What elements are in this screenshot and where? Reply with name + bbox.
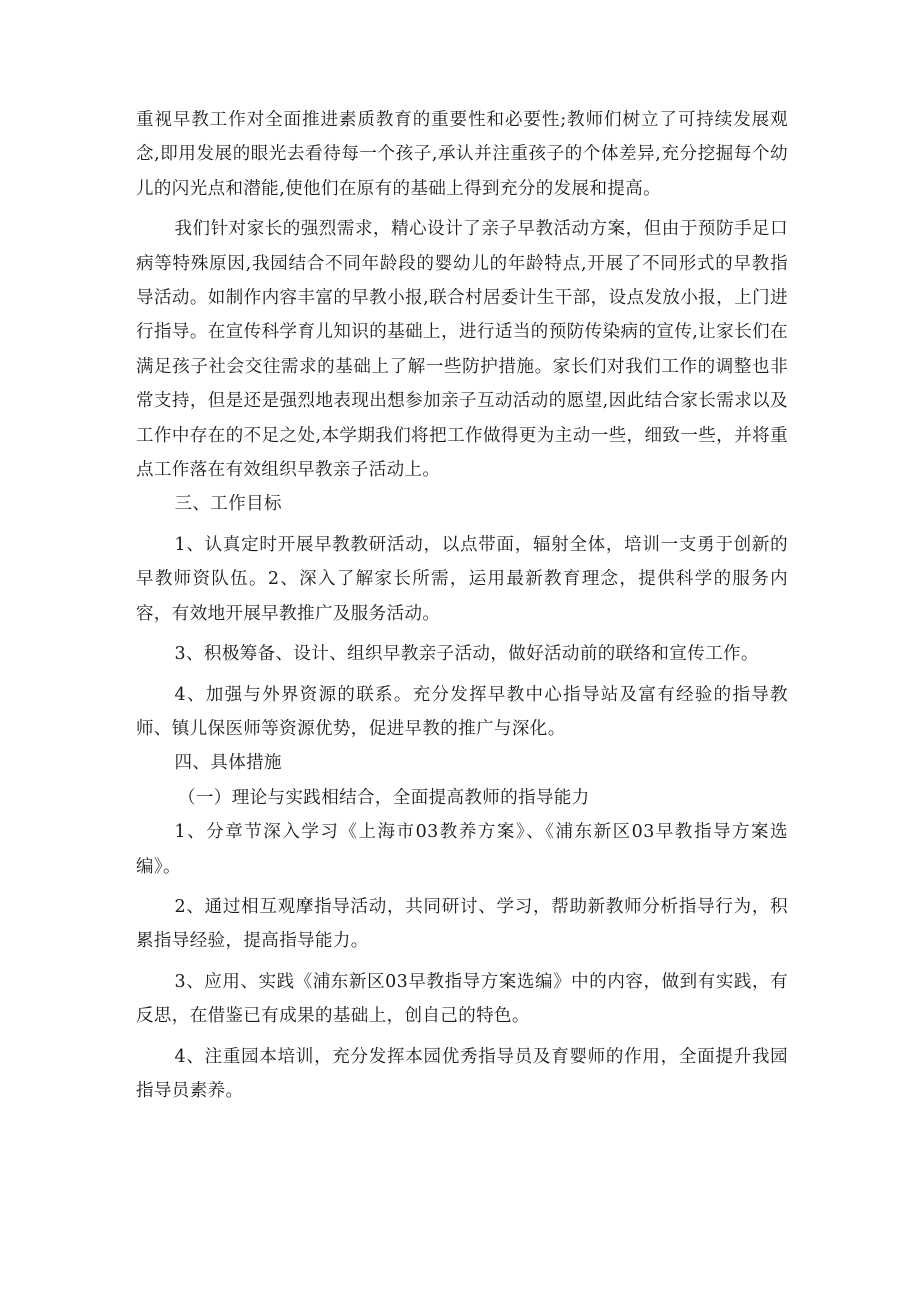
paragraph-goal-1-2: 1、认真定时开展早教教研活动，以点带面，辐射全体，培训一支勇于创新的早教师资队伍。2、深入了解家长所需，运用最新教育理念，提供科学的服务内容，有效地开展早教推广及服务活动。	[136, 534, 788, 624]
paragraph-measure-4: 4、注重园本培训，充分发挥本园优秀指导员及育婴师的作用，全面提升我园指导员素养。	[136, 1046, 788, 1101]
paragraph-measure-1: 1、分章节深入学习《上海市03教养方案》、《浦东新区03早教指导方案选编》。	[136, 822, 788, 877]
document-page	[136, 103, 788, 1108]
paragraph-goal-4: 4、加强与外界资源的联系。充分发挥早教中心指导站及富有经验的指导教师、镇儿保医师等资源优势，促进早教的推广与深化。	[136, 684, 788, 739]
paragraph-parent-needs: 我们针对家长的强烈需求，精心设计了亲子早教活动方案，但由于预防手足口病等特殊原因,我园结合不同年龄段的婴幼儿的年龄特点,开展了不同形式的早教指导活动。如制作内容丰富的早教小报,联合村居委计生干部，设点发放小报，上门进行指导。在宣传科学育儿知识的基础上，进行适当的预防传染病的宣传,让家长们在满足孩子社会交往需求的基础上了解一些防护措施。家长们对我们工作的调整也非常支持，但是还是强烈地表现出想参加亲子互动活动的愿望,因此结合家长需求以及工作中存在的不足之处,本学期我们将把工作做得更为主动一些，细致一些，并将重点工作落在有效组织早教亲子活动上。	[136, 219, 788, 481]
section-heading-work-goals: 三、工作目标	[174, 494, 282, 515]
section-heading-measures: 四、具体措施	[174, 753, 282, 774]
paragraph-intro-continued: 重视早教工作对全面推进素质教育的重要性和必要性;教师们树立了可持续发展观念,即用发展的眼光去看待每一个孩子,承认并注重孩子的个体差异,充分挖掘每个幼儿的闪光点和潜能,使他们在原有的基础上得到充分的发展和提高。	[136, 110, 788, 199]
paragraph-goal-3: 3、积极筹备、设计、组织早教亲子活动，做好活动前的联络和宣传工作。	[174, 644, 759, 665]
paragraph-measure-2: 2、通过相互观摩指导活动，共同研讨、学习，帮助新教师分析指导行为，积累指导经验，提高指导能力。	[136, 896, 788, 952]
subsection-heading-theory-practice: （一）理论与实践相结合，全面提高教师的指导能力	[178, 787, 590, 808]
paragraph-measure-3: 3、应用、实践《浦东新区03早教指导方案选编》中的内容，做到有实践，有反思，在借鉴已有成果的基础上，创自己的特色。	[136, 971, 788, 1027]
